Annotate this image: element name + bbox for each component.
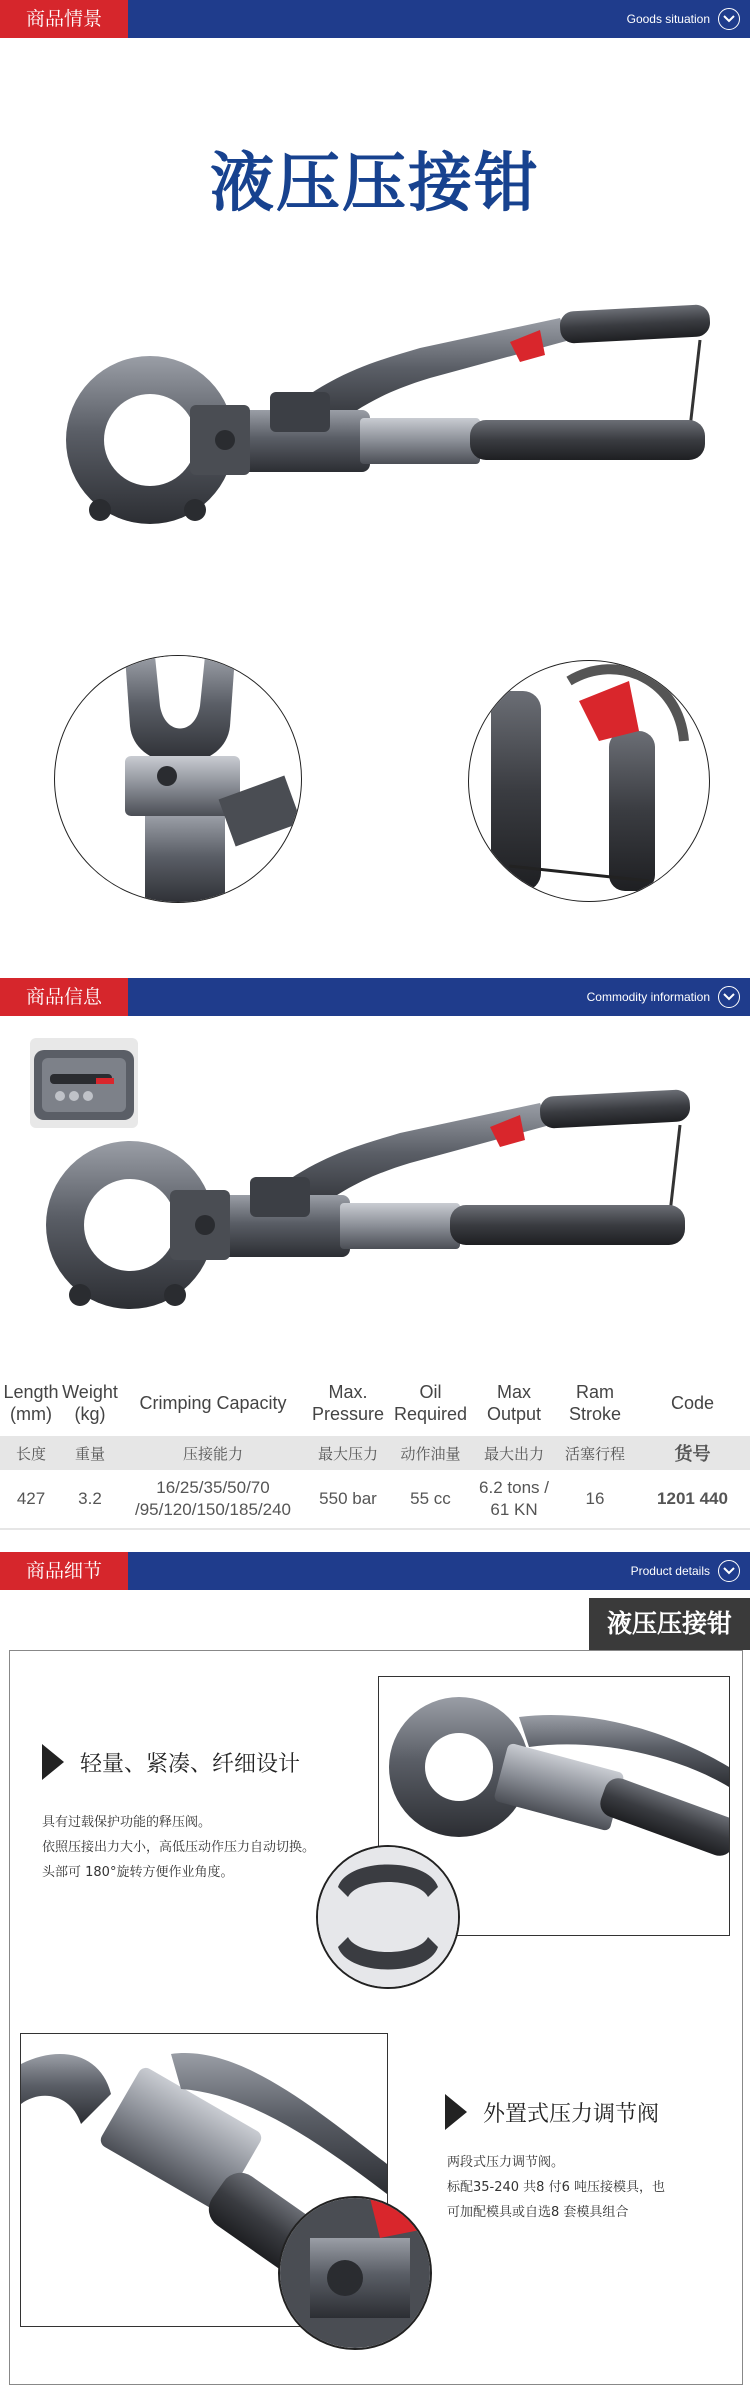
section-label: 商品情景: [0, 0, 128, 38]
spec-header-cn: 活塞行程: [555, 1436, 635, 1470]
section-en-label: Product details: [630, 1564, 710, 1578]
spec-header-cn: 重量: [62, 1436, 118, 1470]
feature-heading-text: 外置式压力调节阀: [483, 2101, 660, 2127]
spec-header-cn: 最大出力: [473, 1436, 555, 1470]
spec-header: Oil Required: [388, 1370, 473, 1436]
spec-value: 550 bar: [308, 1470, 388, 1529]
spec-value: 16/25/35/50/70 /95/120/150/185/240: [118, 1470, 308, 1529]
spec-header: Max Output: [473, 1370, 555, 1436]
section-label: 商品信息: [0, 978, 128, 1016]
spec-value-row: [0, 1470, 750, 1529]
section-en-label-wrap[interactable]: [587, 978, 740, 1016]
section-band-commodity-information: [0, 978, 750, 1016]
hydraulic-crimping-tool-image: [40, 300, 740, 570]
feature-heading-text: 轻量、紧凑、纤细设计: [80, 1751, 301, 1777]
section-en-label-wrap[interactable]: [631, 1552, 740, 1590]
section-en-label: Goods situation: [626, 12, 710, 26]
triangle-bullet-icon: [445, 2094, 467, 2130]
spec-header-cn: 最大压力: [308, 1436, 388, 1470]
spec-value: 16: [555, 1470, 635, 1529]
feature-heading-1: [42, 1744, 300, 1780]
detail-zoom-circle-2: [278, 2196, 432, 2350]
spec-header-cn: 压接能力: [118, 1436, 308, 1470]
chevron-down-icon: [718, 986, 740, 1008]
spec-header: Length (mm): [0, 1370, 62, 1436]
spec-header: Crimping Capacity: [118, 1370, 308, 1436]
spec-header: Code: [635, 1370, 750, 1436]
spec-header: Max. Pressure: [308, 1370, 388, 1436]
hydraulic-crimping-tool-image-2: [20, 1085, 720, 1355]
details-tag: 液压压接钳: [589, 1598, 750, 1650]
feature-heading-2: [445, 2094, 659, 2130]
spec-cn-row: [0, 1436, 750, 1470]
spec-header-cn: 动作油量: [388, 1436, 473, 1470]
spec-value: 427: [0, 1470, 62, 1529]
spec-header: Ram Stroke: [555, 1370, 635, 1436]
feature-line: 依照压接出力大小，高低压动作压力自动切换。: [42, 1840, 316, 1855]
triangle-bullet-icon: [42, 1744, 64, 1780]
hero-title: 液压压接钳: [210, 147, 540, 221]
spec-value: 3.2: [62, 1470, 118, 1529]
spec-header-row: [0, 1370, 750, 1436]
detail-zoom-circle-1: [316, 1845, 460, 1989]
feature-line: 两段式压力调节阀。: [447, 2155, 565, 2170]
section-label: 商品细节: [0, 1552, 128, 1590]
feature-line: 具有过载保护功能的释压阀。: [42, 1815, 212, 1830]
section-en-label-wrap[interactable]: [627, 0, 740, 38]
spec-header: Weight (kg): [62, 1370, 118, 1436]
handle-closeup-image: [468, 660, 710, 902]
spec-value: 6.2 tons / 61 KN: [473, 1470, 555, 1529]
feature-line: 可加配模具或自选8 套模具组合: [447, 2205, 629, 2220]
feature-text-1: [42, 1810, 372, 1885]
feature-line: 标配35-240 共8 付6 吨压接模具，也: [447, 2180, 665, 2195]
feature-line: 头部可 180°旋转方便作业角度。: [42, 1865, 234, 1880]
spec-value: 1201 440: [635, 1470, 750, 1529]
spec-value: 55 cc: [388, 1470, 473, 1529]
chevron-down-icon: [718, 1560, 740, 1582]
spec-header-cn: 长度: [0, 1436, 62, 1470]
spec-table: [0, 1370, 750, 1530]
feature-text-2: [447, 2150, 737, 2225]
section-band-product-details: [0, 1552, 750, 1590]
section-band-goods-situation: [0, 0, 750, 38]
head-closeup-image: [54, 655, 302, 903]
spec-header-cn: 货号: [635, 1436, 750, 1470]
chevron-down-icon: [718, 8, 740, 30]
section-en-label: Commodity information: [586, 990, 710, 1004]
